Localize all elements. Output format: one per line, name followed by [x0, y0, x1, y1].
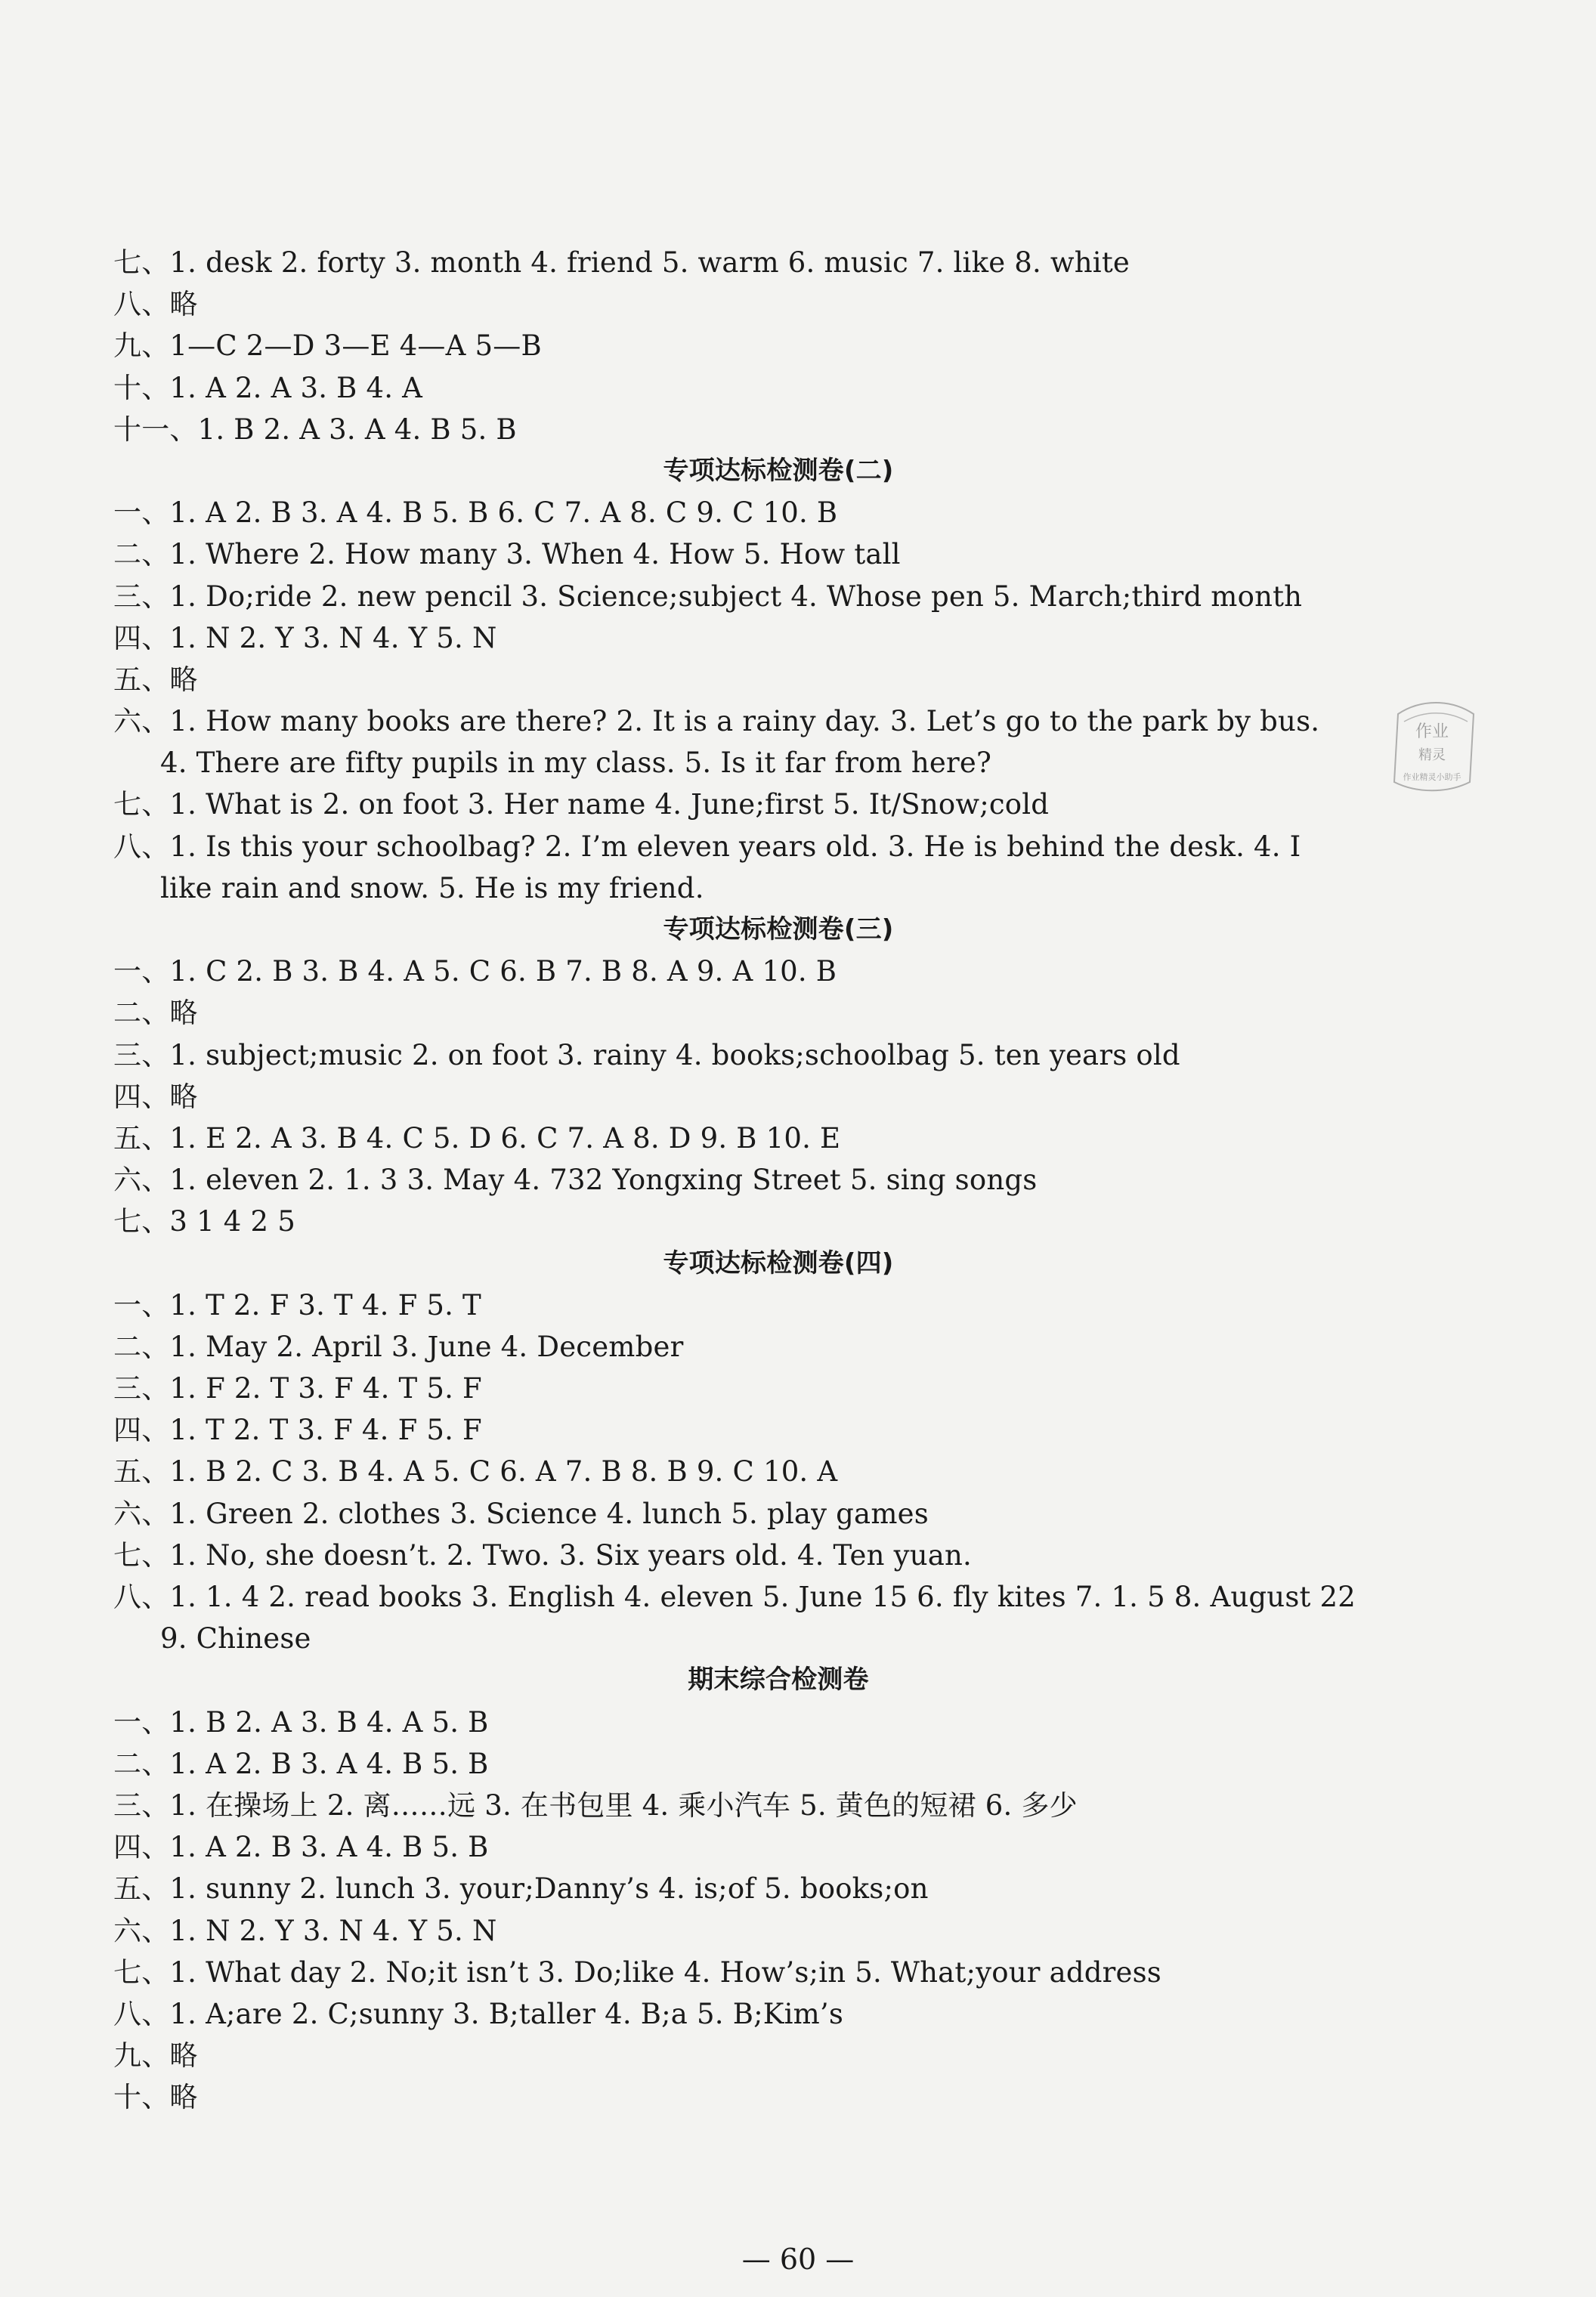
answer-line: 二、1. A 2. B 3. A 4. B 5. B: [113, 1747, 489, 1780]
answer-line: 六、1. Green 2. clothes 3. Science 4. lunch 5. play games: [113, 1497, 929, 1530]
answer-line: 二、略: [113, 997, 198, 1030]
answer-line: 三、1. F 2. T 3. F 4. T 5. F: [113, 1372, 482, 1405]
answer-line: 九、1—C 2—D 3—E 4—A 5—B: [113, 329, 542, 363]
answer-line: 六、1. eleven 2. 1. 3 3. May 4. 732 Yongxing Street 5. sing songs: [113, 1164, 1038, 1197]
section-heading: 专项达标检测卷(二): [663, 455, 894, 486]
answer-line: 十、1. A 2. A 3. B 4. A: [113, 371, 423, 404]
answer-line: 一、1. T 2. F 3. T 4. F 5. T: [113, 1288, 481, 1322]
section-heading: 专项达标检测卷(四): [663, 1247, 894, 1278]
answer-line: 四、1. A 2. B 3. A 4. B 5. B: [113, 1831, 489, 1864]
answer-line: 一、1. B 2. A 3. B 4. A 5. B: [113, 1705, 489, 1739]
answer-line: 七、3 1 4 2 5: [113, 1205, 295, 1238]
answer-line: 四、1. T 2. T 3. F 4. F 5. F: [113, 1414, 482, 1447]
answer-line: 七、1. What is 2. on foot 3. Her name 4. June;first 5. It/Snow;cold: [113, 788, 1050, 821]
watermark-stamp: [1383, 695, 1481, 801]
answer-line: 4. There are fifty pupils in my class. 5. Is it far from here?: [160, 747, 992, 780]
answer-line: 九、略: [113, 2039, 198, 2073]
answer-line: 八、1. A;are 2. C;sunny 3. B;taller 4. B;a 5. B;Kim’s: [113, 1997, 844, 2030]
answer-line: 六、1. How many books are there? 2. It is a rainy day. 3. Let’s go to the park by bus.: [113, 705, 1320, 738]
answer-line: 三、1. 在操场上 2. 离……远 3. 在书包里 4. 乘小汽车 5. 黄色的短裙 6. 多少: [113, 1788, 1078, 1822]
answer-line: 八、略: [113, 288, 198, 321]
answer-line: 五、1. B 2. C 3. B 4. A 5. C 6. A 7. B 8. B 9. C 10. A: [113, 1455, 838, 1489]
answer-line: 八、1. 1. 4 2. read books 3. English 4. eleven 5. June 15 6. fly kites 7. 1. 5 8. August 22: [113, 1581, 1356, 1613]
answer-line: 六、1. N 2. Y 3. N 4. Y 5. N: [113, 1914, 497, 1947]
answer-line: 四、1. N 2. Y 3. N 4. Y 5. N: [113, 621, 497, 654]
answer-line: 三、1. subject;music 2. on foot 3. rainy 4. books;schoolbag 5. ten years old: [113, 1038, 1180, 1071]
answer-line: 七、1. What day 2. No;it isn’t 3. Do;like 4. How’s;in 5. What;your address: [113, 1955, 1161, 1989]
answer-line: 五、略: [113, 663, 198, 696]
answer-line: 五、1. sunny 2. lunch 3. your;Danny’s 4. is;of 5. books;on: [113, 1872, 929, 1906]
page-number: — 60 —: [741, 2243, 855, 2276]
answer-line: 二、1. Where 2. How many 3. When 4. How 5. How tall: [113, 538, 901, 571]
answer-line: 十一、1. B 2. A 3. A 4. B 5. B: [113, 413, 517, 446]
answer-line: like rain and snow. 5. He is my friend.: [160, 871, 704, 904]
answer-line: 三、1. Do;ride 2. new pencil 3. Science;subject 4. Whose pen 5. March;third month: [113, 580, 1303, 613]
section-heading: 期末综合检测卷: [688, 1665, 869, 1696]
svg-text:作业精灵小助手: 作业精灵小助手: [1403, 772, 1461, 782]
answer-line: 9. Chinese: [160, 1622, 311, 1656]
answer-line: 七、1. desk 2. forty 3. month 4. friend 5. warm 6. music 7. like 8. white: [113, 246, 1130, 279]
answer-line: 二、1. May 2. April 3. June 4. December: [113, 1330, 684, 1363]
svg-text:作业: 作业: [1415, 722, 1449, 741]
svg-text:精灵: 精灵: [1418, 747, 1446, 763]
section-heading: 专项达标检测卷(三): [663, 914, 894, 944]
answer-line: 七、1. No, she doesn’t. 2. Two. 3. Six years old. 4. Ten yuan.: [113, 1538, 973, 1572]
answer-line: 四、略: [113, 1080, 198, 1113]
answer-line: 十、略: [113, 2081, 198, 2114]
answer-line: 五、1. E 2. A 3. B 4. C 5. D 6. C 7. A 8. D 9. B 10. E: [113, 1121, 841, 1155]
answer-line: 八、1. Is this your schoolbag? 2. I’m eleven years old. 3. He is behind the desk. 4. I: [113, 830, 1301, 863]
answer-key-content: [113, 242, 1398, 2118]
answer-line: 一、1. C 2. B 3. B 4. A 5. C 6. B 7. B 8. A 9. A 10. B: [113, 955, 837, 988]
answer-line: 一、1. A 2. B 3. A 4. B 5. B 6. C 7. A 8. C 9. C 10. B: [113, 496, 838, 530]
